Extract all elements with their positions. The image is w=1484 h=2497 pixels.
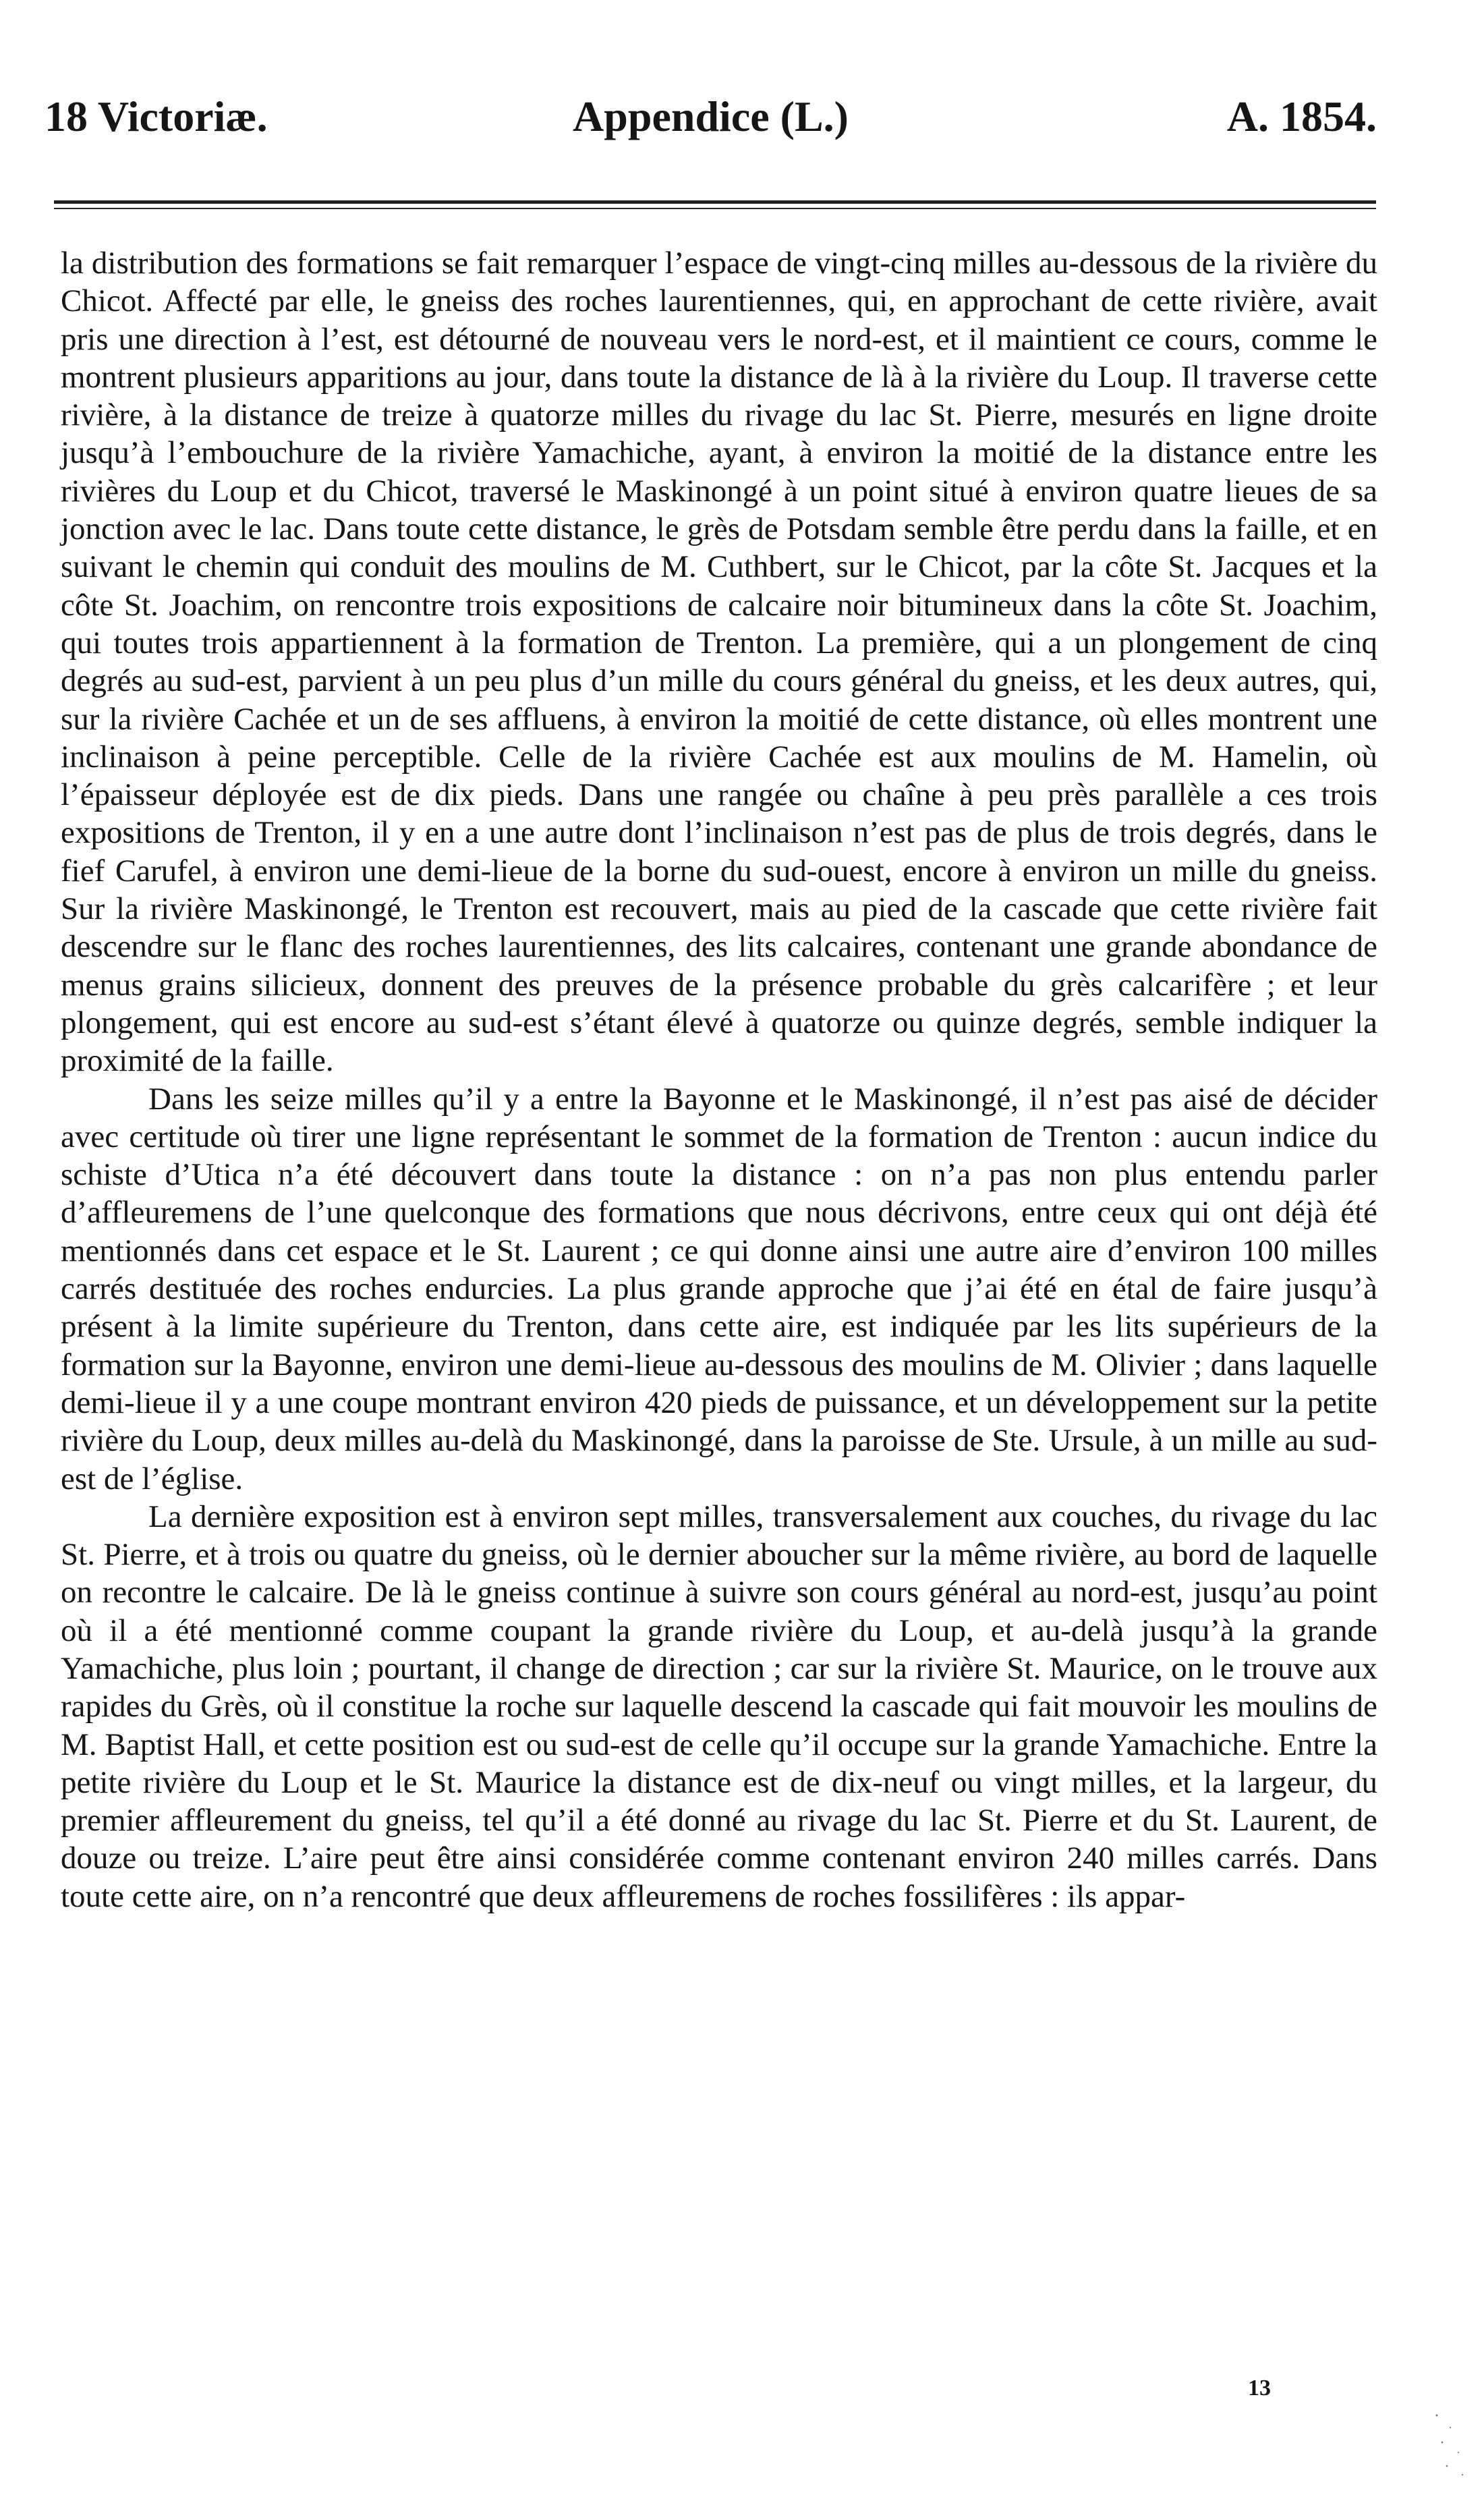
body-text [61,244,1377,1915]
page-header [45,86,1377,147]
page-number: 13 [1248,2376,1271,2401]
header-rule-thin [54,208,1376,209]
header-session: 18 Victoriæ. [45,92,268,140]
paragraph-3: La dernière exposition est à environ sept milles, transversalement aux couches, du rivage du lac St. Pierre, et à trois ou quatre du gneiss, où le dernier aboucher sur la même rivière, au bord de laquelle on recontre le calcaire. De là le gneiss continue à suivre son cours général au nord-est, jusqu’au point où il a été mentionné comme coupant la grande rivière du Loup, et au-delà jusqu’à la grande Yamachiche, plus loin ; pourtant, il change de direction ; car sur la rivière St. Maurice, on le trouve aux rapides du Grès, où il constitue la roche sur laquelle descend la cascade qui fait mouvoir les moulins de M. Baptist Hall, et cette position est ou sud-est de celle qu’il occupe sur la grande Yamachiche. Entre la petite rivière du Loup et le St. Maurice la distance est de dix-neuf ou vingt milles, et la largeur, du premier affleurement du gneiss, tel qu’il a été donné au rivage du lac St. Pierre et du St. Laurent, de douze ou treize. L’aire peut être ainsi considérée comme contenant environ 240 milles carrés. Dans toute cette aire, on n’a rencontré que deux affleuremens de roches fossilifères : ils appar- [61,1498,1377,1914]
paragraph-2: Dans les seize milles qu’il y a entre la Bayonne et le Maskinongé, il n’est pas aisé de décider avec certitude où tirer une ligne représentant le sommet de la formation de Trenton : aucun indice du schiste d’Utica n’a été découvert dans toute la distance : on n’a pas non plus entendu parler d’affleuremens de l’une quelconque des formations que nous décrivons, entre ceux qui ont déjà été mentionnés dans cet espace et le St. Laurent ; ce qui donne ainsi une autre aire d’environ 100 milles carrés destituée des roches endurcies. La plus grande approche que j’ai été en étal de faire jusqu’à présent à la limite supérieure du Trenton, dans cette aire, est indiquée par les lits supérieurs de la formation sur la Bayonne, environ une demi-lieue au-dessous des moulins de M. Olivier ; dans laquelle demi-lieue il y a une coupe montrant environ 420 pieds de puissance, et un développement sur la petite rivière du Loup, deux milles au-delà du Maskinongé, dans la paroisse de Ste. Ursule, à un mille au sud-est de l’église. [61,1081,1377,1496]
header-rule-thick [54,200,1376,204]
paragraph-1: la distribution des formations se fait remarquer l’espace de vingt-cinq milles au-dessous de la rivière du Chicot. Affecté par elle, le gneiss des roches laurentiennes, qui, en approchant de cette rivière, avait pris une direction à l’est, est détourné de nouveau vers le nord-est, et il maintient ce cours, comme le montrent plusieurs apparitions au jour, dans toute la distance de là à la rivière du Loup. Il traverse cette rivière, à la distance de treize à quatorze milles du rivage du lac St. Pierre, mesurés en ligne droite jusqu’à l’embouchure de la rivière Yamachiche, ayant, à environ la moitié de la distance entre les rivières du Loup et du Chicot, traversé le Maskinongé à un point situé à environ quatre lieues de sa jonction avec le lac. Dans toute cette distance, le grès de Potsdam semble être perdu dans la faille, et en suivant le chemin qui conduit des moulins de M. Cuthbert, sur le Chicot, par la côte St. Jacques et la côte St. Joachim, on rencontre trois expositions de calcaire noir bitumineux dans la côte St. Joachim, qui toutes trois appartiennent à la formation de Trenton. La première, qui a un plongement de cinq degrés au sud-est, parvient à un peu plus d’un mille du cours général du gneiss, et les deux autres, qui, sur la rivière Cachée et un de ses affluens, à environ la moitié de cette distance, où elles montrent une inclinaison à peine perceptible. Celle de la rivière Cachée est aux moulins de M. Hamelin, où l’épaisseur déployée est de dix pieds. Dans une rangée ou chaîne à peu près parallèle a ces trois expositions de Trenton, il y en a une autre dont l’inclinaison n’est pas de plus de trois degrés, dans le fief Carufel, à environ une demi-lieue de la borne du sud-ouest, encore à environ un mille du gneiss. Sur la rivière Maskinongé, le Trenton est recouvert, mais au pied de la cascade que cette rivière fait descendre sur le flanc des roches laurentiennes, des lits calcaires, contenant une grande abondance de menus grains silicieux, donnent des preuves de la présence probable du grès calcarifère ; et leur plongement, qui est encore au sud-est s’étant élevé à quatorze ou quinze degrés, semble indiquer la proximité de la faille. [61,246,1377,1079]
header-title: Appendice (L.) [573,92,849,140]
paper-speckle-marks [1430,2402,1471,2483]
header-year: A. 1854. [1226,92,1377,140]
